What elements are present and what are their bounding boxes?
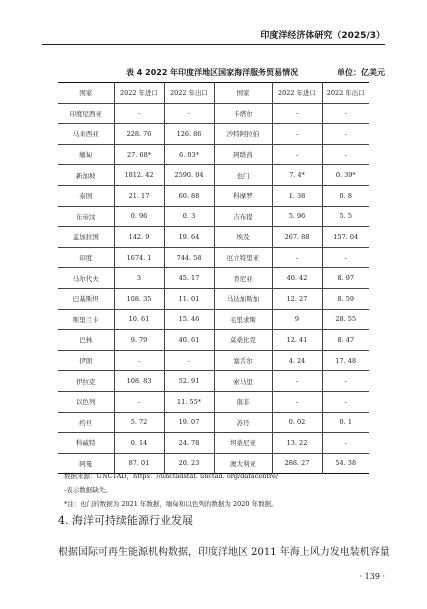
value-cell: 0. 1 [322, 412, 369, 433]
country-cell: 厄立特里亚 [214, 247, 272, 268]
value-cell: 24. 78 [164, 433, 214, 454]
table-unit: 单位：亿美元 [337, 68, 385, 77]
table-notes [64, 469, 278, 511]
country-cell: 约旦 [79, 418, 93, 427]
header-cell: 2022 年进口 [272, 83, 322, 104]
value-cell: - [272, 391, 322, 412]
body-paragraph: 根据国际可再生能源机构数据，印度洋地区 2011 年海上风力发电装机容量 [58, 547, 390, 558]
country-cell: 泰国 [79, 192, 93, 201]
country-cell: 吉布提 [214, 206, 272, 227]
value-cell: 17. 48 [322, 350, 369, 371]
table-row [58, 412, 369, 433]
table-row [58, 371, 369, 392]
value-cell: - [164, 350, 214, 371]
value-cell: 8. 97 [322, 268, 369, 289]
country-cell: 莫桑比克 [214, 330, 272, 351]
value-cell: 5. 72 [114, 412, 164, 433]
header-cell: 2022 年出口 [322, 83, 369, 104]
country-cell: 孟加拉国 [72, 233, 99, 242]
value-cell: 45. 17 [164, 268, 214, 289]
page-number: · 139 · [359, 572, 385, 581]
value-cell: 40. 42 [272, 268, 322, 289]
value-cell: 27. 68* [114, 144, 164, 165]
country-cell: 索马里 [214, 371, 272, 392]
missing-note: -表示数据缺失。 [64, 486, 112, 494]
value-cell: 9 [272, 309, 322, 330]
value-cell: 40. 61 [164, 330, 214, 351]
country-cell: 印度 [79, 254, 93, 263]
value-cell: 15. 46 [164, 309, 214, 330]
value-cell: 21. 17 [114, 185, 164, 206]
header-cell: 国家 [79, 89, 93, 98]
header-rule [42, 44, 385, 45]
table-row [58, 247, 369, 268]
value-cell: 0. 8 [322, 185, 369, 206]
table-body [58, 103, 369, 474]
header-cell: 国家 [214, 83, 272, 104]
table-row [58, 350, 369, 371]
value-cell: - [322, 124, 369, 145]
value-cell: - [322, 144, 369, 165]
value-cell: 267. 88 [272, 227, 322, 248]
value-cell: 13. 22 [272, 433, 322, 454]
country-cell: 埃及 [214, 227, 272, 248]
table-title: 表 4 2022 年印度洋地区国家海洋服务贸易情况 [126, 68, 299, 77]
value-cell: 5. 96 [272, 206, 322, 227]
country-cell: 伊拉克 [76, 377, 96, 386]
table-row [58, 103, 369, 124]
value-cell: 11. 01 [164, 288, 214, 309]
footnote: *注：也门的数据为 2021 年数据，缅甸和以色列的数据为 2020 年数据。 [64, 500, 278, 508]
country-cell: 卡塔尔 [214, 103, 272, 124]
value-cell: 1812. 42 [114, 165, 164, 186]
value-cell: 126. 86 [164, 124, 214, 145]
value-cell: 87. 01 [114, 453, 164, 474]
value-cell: 19. 07 [164, 412, 214, 433]
value-cell: - [114, 350, 164, 371]
country-cell: 澳大利亚 [214, 453, 272, 474]
country-cell: 南非 [214, 391, 272, 412]
value-cell: - [322, 247, 369, 268]
country-cell: 缅甸 [79, 151, 93, 160]
value-cell: 7. 4* [272, 165, 322, 186]
section-heading: 4. 海洋可持续能源行业发展 [58, 514, 193, 527]
value-cell: 9. 79 [114, 330, 164, 351]
value-cell: 12. 41 [272, 330, 322, 351]
table-row [58, 124, 369, 145]
country-cell: 阿联酋 [214, 144, 272, 165]
table-row [58, 433, 369, 454]
value-cell: 108. 35 [114, 288, 164, 309]
country-cell: 以色列 [76, 398, 96, 407]
value-cell: - [272, 247, 322, 268]
country-cell: 马来西亚 [72, 130, 99, 139]
value-cell: - [322, 433, 369, 454]
value-cell: 28. 55 [322, 309, 369, 330]
table-row [58, 185, 369, 206]
country-cell: 沙特阿拉伯 [214, 124, 272, 145]
value-cell: 2590. 04 [164, 165, 214, 186]
country-cell: 伊朗 [79, 357, 93, 366]
country-cell: 印度尼西亚 [69, 109, 102, 118]
country-cell: 斯里兰卡 [72, 315, 99, 324]
country-cell: 科摩罗 [214, 185, 272, 206]
value-cell: 60. 88 [164, 185, 214, 206]
value-cell: 0. 14 [114, 433, 164, 454]
value-cell: 0. 02 [272, 412, 322, 433]
value-cell: 19. 64 [164, 227, 214, 248]
table-row [58, 391, 369, 412]
value-cell: 54. 38 [322, 453, 369, 474]
country-cell: 坦桑尼亚 [214, 433, 272, 454]
value-cell: 0. 3 [164, 206, 214, 227]
value-cell: 142. 9 [114, 227, 164, 248]
country-cell: 巴基斯坦 [72, 295, 99, 304]
header-cell: 2022 年进口 [114, 83, 164, 104]
running-head: 印度洋经济体研究（2025/3） [260, 31, 385, 41]
value-cell: 20. 23 [164, 453, 214, 474]
value-cell: - [114, 391, 164, 412]
value-cell: 157. 04 [322, 227, 369, 248]
value-cell: - [272, 124, 322, 145]
value-cell: - [272, 371, 322, 392]
value-cell: - [114, 103, 164, 124]
country-cell: 毛里求斯 [214, 309, 272, 330]
table-row [58, 309, 369, 330]
value-cell: - [272, 144, 322, 165]
table-row [58, 268, 369, 289]
country-cell: 东帝汶 [76, 212, 96, 221]
value-cell: 3 [114, 268, 164, 289]
value-cell: 0. 96 [114, 206, 164, 227]
value-cell: 228. 76 [114, 124, 164, 145]
value-cell: 8. 47 [322, 330, 369, 351]
value-cell: 5. 5 [322, 206, 369, 227]
trade-table [58, 82, 369, 474]
value-cell: 8. 59 [322, 288, 369, 309]
value-cell: 11. 55* [164, 391, 214, 412]
value-cell: 1. 38 [272, 185, 322, 206]
table-row [58, 330, 369, 351]
value-cell: 1674. 1 [114, 247, 164, 268]
value-cell: - [322, 103, 369, 124]
value-cell: - [322, 391, 369, 412]
value-cell: - [322, 371, 369, 392]
source-note: 数据来源：UNCTAD，https：//unctadstat. unctad. org/datacentre/ [64, 472, 279, 480]
country-cell: 巴林 [79, 336, 93, 345]
table-header-row [58, 83, 369, 104]
country-cell: 阿曼 [79, 459, 93, 468]
value-cell: 12. 27 [272, 288, 322, 309]
value-cell: 744. 58 [164, 247, 214, 268]
value-cell: 52. 91 [164, 371, 214, 392]
country-cell: 肯尼亚 [214, 268, 272, 289]
value-cell: 4. 24 [272, 350, 322, 371]
country-cell: 新加坡 [76, 171, 96, 180]
country-cell: 马达加斯加 [214, 288, 272, 309]
value-cell: 6. 03* [164, 144, 214, 165]
country-cell: 马尔代夫 [72, 274, 99, 283]
value-cell: - [272, 103, 322, 124]
table-row [58, 144, 369, 165]
table-row [58, 288, 369, 309]
value-cell: 10. 61 [114, 309, 164, 330]
header-cell: 2022 年出口 [164, 83, 214, 104]
country-cell: 科威特 [76, 439, 96, 448]
country-cell: 苏丹 [214, 412, 272, 433]
value-cell: 108. 83 [114, 371, 164, 392]
value-cell: 288. 27 [272, 453, 322, 474]
value-cell: 0. 39* [322, 165, 369, 186]
table-row [58, 206, 369, 227]
value-cell: - [164, 103, 214, 124]
table-row [58, 165, 369, 186]
country-cell: 也门 [214, 165, 272, 186]
country-cell: 塞舌尔 [214, 350, 272, 371]
table-row [58, 227, 369, 248]
